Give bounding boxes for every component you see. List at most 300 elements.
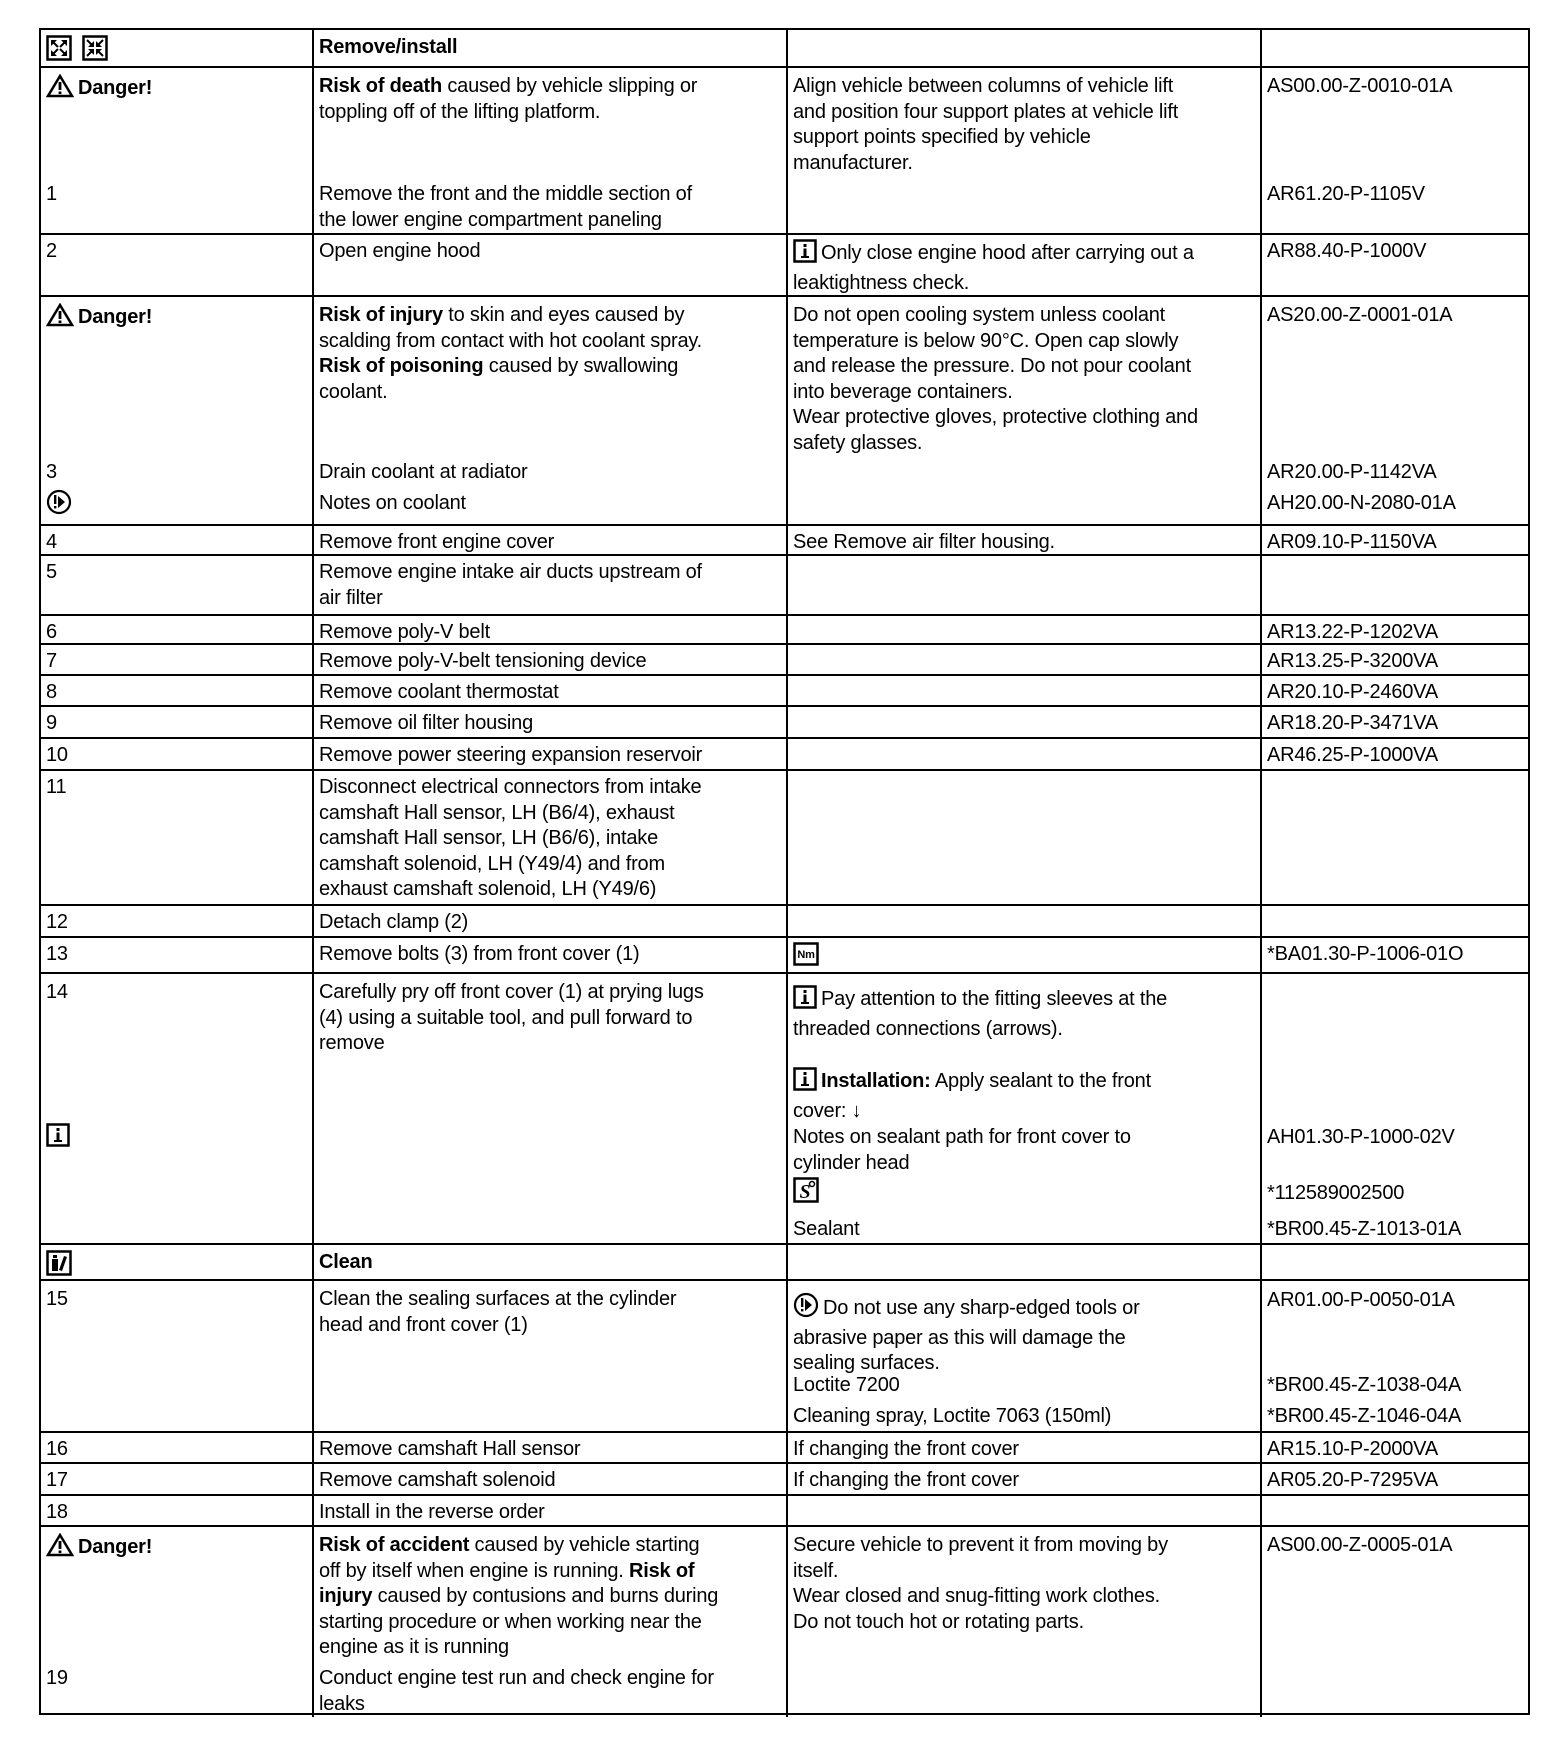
cell-text: [46, 620, 310, 646]
text-line: [319, 1250, 784, 1276]
table-row: [41, 524, 1528, 554]
cell-text: [46, 1533, 310, 1565]
text: Notes on coolant: [319, 492, 466, 514]
bold-text: Risk of accident: [319, 1534, 470, 1556]
cell-text: [319, 460, 784, 486]
cell-text: [46, 182, 310, 208]
text: Do not touch hot or rotating parts.: [793, 1610, 1084, 1633]
text: AR61.20-P-1105V: [1267, 183, 1425, 205]
reference-code[interactable]: [1267, 1125, 1528, 1151]
cell-text: [319, 910, 784, 936]
text-line: [319, 801, 784, 827]
reference-cell: [1260, 974, 1530, 1243]
notes-cell: [786, 1464, 1260, 1494]
text-line: [1267, 1468, 1528, 1494]
step-cell: [41, 1433, 312, 1462]
notes-cell: [786, 68, 1260, 233]
text-line: [319, 530, 784, 556]
text-line: [793, 380, 1258, 406]
notes-cell: [786, 707, 1260, 737]
text: camshaft Hall sensor, LH (B6/6), intake: [319, 827, 659, 849]
step-cell: [41, 1527, 312, 1717]
reference-code[interactable]: [1267, 743, 1528, 769]
text: Align vehicle between columns of vehicle lift: [793, 75, 1174, 97]
text-line: [319, 1500, 784, 1526]
text-line: [46, 530, 310, 556]
text-line: [46, 680, 310, 706]
text-line: [1267, 303, 1528, 329]
reference-cell: [1260, 771, 1530, 904]
cell-text: [793, 942, 1258, 974]
text: 10: [46, 744, 68, 766]
cell-text: [46, 649, 310, 675]
table-row: [41, 554, 1528, 614]
text: camshaft solenoid, LH (Y49/4) and from: [319, 852, 665, 875]
cell-text: [319, 530, 784, 556]
text-line: [793, 530, 1258, 556]
cell-text: [793, 1373, 1258, 1399]
instruction-cell: [312, 1281, 786, 1431]
reference-code[interactable]: [1267, 182, 1528, 208]
cell-text: [46, 1123, 310, 1155]
text: Only close engine hood after carrying out a: [821, 242, 1194, 264]
note-icon: [793, 1292, 819, 1326]
reference-code[interactable]: [1267, 680, 1528, 706]
text-line: [319, 1313, 784, 1339]
text-line: [793, 74, 1258, 100]
text: 15: [46, 1288, 68, 1310]
table-row: [41, 614, 1528, 643]
text: Apply sealant to the front: [930, 1070, 1151, 1092]
text-line: [46, 1468, 310, 1494]
warning-icon: [46, 303, 74, 335]
text: 3: [46, 461, 57, 483]
instruction-cell: [312, 68, 786, 233]
text-line: [46, 1437, 310, 1463]
text: Remove coolant thermostat: [319, 681, 559, 703]
step-cell: [41, 974, 312, 1243]
reference-code[interactable]: [1267, 74, 1528, 100]
notes-cell: [786, 771, 1260, 904]
text-line: [46, 239, 310, 265]
notes-cell: [786, 1433, 1260, 1462]
table-row: [41, 1525, 1528, 1717]
text: leaks: [319, 1692, 365, 1715]
text-line: [793, 271, 1258, 297]
text-line: [1267, 1404, 1528, 1430]
text: 17: [46, 1469, 68, 1491]
text-line: [793, 151, 1258, 177]
instruction-cell: [312, 556, 786, 614]
text-line: [46, 303, 310, 335]
cell-text: [46, 74, 310, 106]
step-cell: [41, 30, 312, 66]
text: *BR00.45-Z-1046-04A: [1267, 1405, 1462, 1427]
reference-cell: [1260, 707, 1530, 737]
instruction-cell: [312, 645, 786, 674]
step-cell: [41, 1464, 312, 1494]
text-line: [319, 1666, 784, 1692]
text: Remove poly-V-belt tensioning device: [319, 650, 647, 672]
instruction-cell: [312, 771, 786, 904]
step-cell: [41, 68, 312, 233]
cell-text: [319, 711, 784, 737]
text-line: [1267, 680, 1528, 706]
bold-text: Risk of: [629, 1559, 695, 1582]
text: Conduct engine test run and check engine for: [319, 1667, 714, 1689]
special-tool-icon: [793, 1177, 819, 1211]
text: 16: [46, 1438, 68, 1460]
text: Open engine hood: [319, 240, 481, 262]
text: engine as it is running: [319, 1636, 509, 1658]
bold-text: Clean: [319, 1251, 373, 1273]
reference-code[interactable]: [1267, 239, 1528, 265]
reference-code[interactable]: [1267, 1533, 1528, 1559]
text: 18: [46, 1501, 68, 1523]
reference-cell: [1260, 556, 1530, 614]
text: AS00.00-Z-0010-01A: [1267, 75, 1453, 97]
text-line: [793, 1404, 1258, 1430]
cell-text: [46, 530, 310, 556]
text-line: [46, 942, 310, 968]
step-cell: [41, 616, 312, 643]
table-row: [41, 705, 1528, 737]
bold-text: Installation:: [821, 1070, 931, 1092]
cell-text: [319, 1468, 784, 1494]
text-line: [793, 100, 1258, 126]
cell-text: [793, 1533, 1258, 1635]
text-line: [46, 560, 310, 586]
table-row: [41, 737, 1528, 769]
text: air filter: [319, 586, 383, 609]
cell-text: [319, 303, 784, 405]
text-line: [319, 877, 784, 903]
info-icon: [793, 1067, 817, 1099]
text: caused by swallowing: [483, 355, 679, 377]
text-line: [319, 74, 784, 100]
notes-cell: [786, 297, 1260, 524]
cell-text: [793, 239, 1258, 296]
text-line: [46, 74, 310, 106]
notes-cell: [786, 938, 1260, 972]
text: caused by vehicle starting: [469, 1534, 700, 1556]
text: Remove power steering expansion reservoir: [319, 744, 703, 766]
step-cell: [41, 526, 312, 554]
text: AR46.25-P-1000VA: [1267, 744, 1438, 766]
cell-text: [319, 560, 784, 611]
reference-cell: [1260, 938, 1530, 972]
text: Detach clamp (2): [319, 911, 469, 933]
text-line: [1267, 74, 1528, 100]
cell-text: [319, 239, 784, 265]
cell-text: [319, 1533, 784, 1661]
step-cell: [41, 645, 312, 674]
text-line: [319, 620, 784, 646]
step-cell: [41, 297, 312, 524]
reference-cell: [1260, 906, 1530, 936]
text-line: [319, 680, 784, 706]
step-cell: [41, 1496, 312, 1525]
info-icon: [46, 1123, 70, 1155]
step-cell: [41, 906, 312, 936]
notes-cell: [786, 1245, 1260, 1279]
instruction-cell: [312, 616, 786, 643]
text-line: [793, 1437, 1258, 1463]
text-line: [793, 303, 1258, 329]
cell-text: [46, 239, 310, 265]
cell-text: [46, 680, 310, 706]
text: Remove bolts (3) from front cover (1): [319, 943, 640, 965]
reference-cell: [1260, 1281, 1530, 1431]
cell-text: [319, 620, 784, 646]
table-row: [41, 936, 1528, 972]
text: Pay attention to the fitting sleeves at the: [821, 988, 1168, 1010]
reference-cell: [1260, 1527, 1530, 1717]
table-row: [41, 1279, 1528, 1431]
cell-text: [46, 910, 310, 936]
reference-cell: [1260, 1496, 1530, 1525]
text-line: [793, 985, 1258, 1017]
text: head and front cover (1): [319, 1313, 528, 1336]
text: Do not open cooling system unless coolant: [793, 304, 1166, 326]
reference-code[interactable]: [1267, 1468, 1528, 1494]
text-line: [1267, 1181, 1528, 1207]
text: into beverage containers.: [793, 380, 1013, 403]
text: AR13.22-P-1202VA: [1267, 621, 1438, 643]
text: Remove poly-V belt: [319, 621, 490, 643]
cell-text: [46, 775, 310, 801]
cell-text: [319, 1666, 784, 1717]
text: Do not use any sharp-edged tools or: [823, 1297, 1140, 1319]
text: itself.: [793, 1559, 839, 1582]
text: AR09.10-P-1150VA: [1267, 531, 1437, 553]
text: temperature is below 90°C. Open cap slowly: [793, 329, 1179, 352]
text-line: [793, 1017, 1258, 1043]
text: exhaust camshaft solenoid, LH (Y49/6): [319, 878, 657, 900]
cell-text: [793, 1404, 1258, 1430]
text-line: [46, 1533, 310, 1565]
text-line: [319, 852, 784, 878]
table-row: [41, 674, 1528, 705]
text: *BR00.45-Z-1013-01A: [1267, 1218, 1462, 1240]
reference-code[interactable]: [1267, 1288, 1528, 1314]
reference-code[interactable]: [1267, 491, 1528, 517]
reference-code[interactable]: [1267, 1404, 1528, 1430]
instruction-cell: [312, 1245, 786, 1279]
text-line: [319, 239, 784, 265]
notes-cell: [786, 1527, 1260, 1717]
notes-cell: [786, 645, 1260, 674]
text: Wear closed and snug-fitting work clothes.: [793, 1585, 1160, 1607]
notes-cell: [786, 30, 1260, 66]
text-line: [319, 586, 784, 612]
cell-text: [793, 303, 1258, 456]
reference-cell: [1260, 616, 1530, 643]
step-cell: [41, 739, 312, 769]
reference-code[interactable]: [1267, 711, 1528, 737]
step-cell: [41, 938, 312, 972]
text: threaded connections (arrows).: [793, 1017, 1063, 1040]
step-cell: [41, 707, 312, 737]
text: abrasive paper as this will damage the: [793, 1326, 1126, 1349]
text: to skin and eyes caused by: [442, 304, 685, 326]
text-line: [793, 1067, 1258, 1099]
text: (4) using a suitable tool, and pull forward to: [319, 1006, 693, 1029]
cell-text: [46, 1666, 310, 1692]
text: starting procedure or when working near the: [319, 1610, 702, 1633]
instruction-cell: [312, 676, 786, 705]
text: 14: [46, 981, 68, 1003]
instruction-cell: [312, 526, 786, 554]
text-line: [319, 1559, 784, 1585]
reference-code[interactable]: [1267, 1373, 1528, 1399]
warning-icon: [46, 1533, 74, 1565]
text: AS00.00-Z-0005-01A: [1267, 1534, 1453, 1556]
text: 11: [46, 776, 67, 798]
cell-text: [319, 980, 784, 1057]
text: Clean the sealing surfaces at the cylinder: [319, 1288, 677, 1310]
text: 7: [46, 650, 57, 672]
text-line: [319, 1468, 784, 1494]
reference-code[interactable]: [1267, 460, 1528, 486]
text-line: [319, 711, 784, 737]
reference-code[interactable]: [1267, 530, 1528, 556]
cell-text: [793, 74, 1258, 176]
bold-text: Danger!: [78, 1536, 153, 1558]
text-line: [319, 1584, 784, 1610]
text: scalding from contact with hot coolant spray.: [319, 329, 703, 352]
instruction-cell: [312, 739, 786, 769]
cell-text: [793, 1292, 1258, 1377]
table-row: [41, 1462, 1528, 1494]
text-line: [793, 431, 1258, 457]
instruction-cell: [312, 906, 786, 936]
reference-cell: [1260, 676, 1530, 705]
bold-text: Danger!: [78, 306, 153, 328]
notes-cell: [786, 616, 1260, 643]
cell-text: [46, 1437, 310, 1463]
cell-text: [46, 1500, 310, 1526]
text-line: [46, 182, 310, 208]
text: Drain coolant at radiator: [319, 461, 528, 483]
text: AH01.30-P-1000-02V: [1267, 1126, 1455, 1148]
text-line: [793, 1326, 1258, 1352]
text-line: [793, 354, 1258, 380]
reference-code[interactable]: [1267, 303, 1528, 329]
cell-text: [319, 182, 784, 233]
text-line: [319, 910, 784, 936]
table-row: [41, 904, 1528, 936]
text: Carefully pry off front cover (1) at prying lugs: [319, 981, 704, 1003]
reference-code[interactable]: [1267, 620, 1528, 646]
text: Notes on sealant path for front cover to: [793, 1126, 1131, 1148]
text-line: [319, 354, 784, 380]
text: safety glasses.: [793, 431, 923, 454]
reference-cell: [1260, 30, 1530, 66]
reference-cell: [1260, 1245, 1530, 1279]
reference-cell: [1260, 297, 1530, 524]
text-line: [793, 239, 1258, 271]
reference-code[interactable]: [1267, 942, 1528, 968]
reference-code[interactable]: [1267, 1181, 1528, 1207]
notes-cell: [786, 906, 1260, 936]
step-cell: [41, 1245, 312, 1279]
text: the lower engine compartment paneling: [319, 208, 662, 231]
cell-text: [319, 491, 784, 517]
text-line: [1267, 711, 1528, 737]
cell-text: [46, 489, 310, 523]
table-row: [41, 66, 1528, 233]
reference-code[interactable]: [1267, 1437, 1528, 1463]
text-line: [319, 743, 784, 769]
step-cell: [41, 676, 312, 705]
text-line: [319, 1692, 784, 1718]
text: 9: [46, 712, 57, 734]
text-line: [793, 329, 1258, 355]
reference-cell: [1260, 526, 1530, 554]
svg-text:S: S: [799, 1181, 811, 1203]
cell-text: [46, 560, 310, 586]
instruction-cell: [312, 974, 786, 1243]
svg-text:Nm: Nm: [797, 949, 815, 961]
text-line: [793, 1584, 1258, 1610]
text-line: [793, 125, 1258, 151]
cell-text: [319, 942, 784, 968]
text-line: [319, 1610, 784, 1636]
table-row: [41, 233, 1528, 295]
text: Remove front engine cover: [319, 531, 555, 553]
text-line: [46, 620, 310, 646]
text: 1: [46, 183, 57, 205]
table-row: [41, 295, 1528, 524]
reference-cell: [1260, 235, 1530, 295]
text-line: [1267, 1533, 1528, 1559]
cell-text: [793, 1125, 1258, 1176]
text: cover: ↓: [793, 1099, 862, 1122]
text-line: [319, 826, 784, 852]
text-line: [46, 1287, 310, 1313]
reference-code[interactable]: [1267, 1217, 1528, 1243]
text: Install in the reverse order: [319, 1501, 545, 1523]
text-line: [793, 1099, 1258, 1125]
text: Remove camshaft Hall sensor: [319, 1438, 581, 1460]
step-cell: [41, 1281, 312, 1431]
text: If changing the front cover: [793, 1438, 1019, 1460]
instruction-cell: [312, 1496, 786, 1525]
text: and position four support plates at vehicle lift: [793, 100, 1179, 123]
cell-text: [793, 1468, 1258, 1494]
text-line: [1267, 491, 1528, 517]
instruction-cell: [312, 1433, 786, 1462]
text: AR20.00-P-1142VA: [1267, 461, 1437, 483]
bold-text: Risk of injury: [319, 304, 443, 326]
reference-code[interactable]: [1267, 649, 1528, 675]
text-line: [1267, 649, 1528, 675]
text-line: [319, 649, 784, 675]
cell-text: [46, 303, 310, 335]
text-line: [793, 1468, 1258, 1494]
reference-cell: [1260, 68, 1530, 233]
text-line: [319, 1006, 784, 1032]
text: Wear protective gloves, protective clothing and: [793, 406, 1198, 428]
table-row: [41, 1431, 1528, 1462]
cell-text: [46, 460, 310, 486]
text-line: [319, 35, 784, 61]
text: 5: [46, 561, 57, 583]
text: Secure vehicle to prevent it from moving by: [793, 1534, 1168, 1556]
reference-cell: [1260, 1433, 1530, 1462]
table-row: [41, 1494, 1528, 1525]
